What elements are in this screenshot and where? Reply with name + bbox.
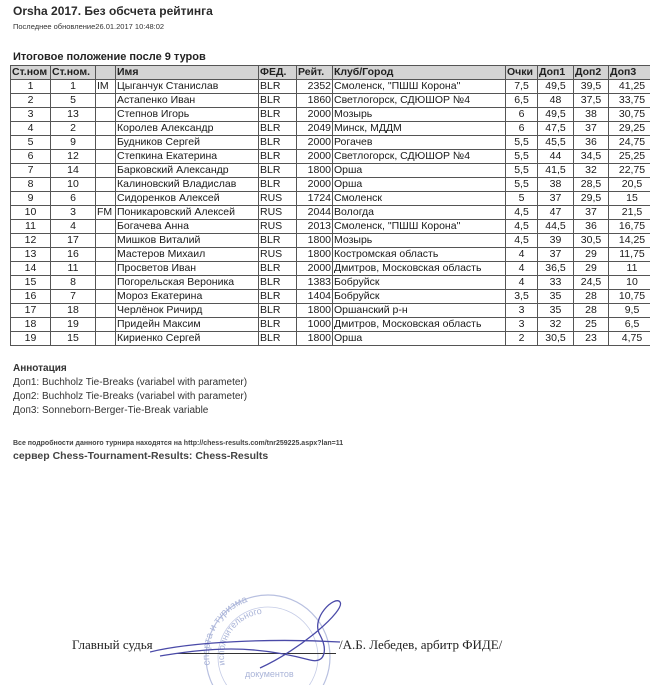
cell-player-name: Королев Александр (116, 122, 259, 136)
cell-rating: 1800 (297, 164, 333, 178)
cell-points: 4,5 (506, 234, 538, 248)
cell-tiebreak-1: 37 (538, 192, 574, 206)
cell-tiebreak-1: 49,5 (538, 108, 574, 122)
cell-player-name: Черлёнок Ричирд (116, 304, 259, 318)
cell-rank: 17 (11, 304, 51, 318)
cell-player-name: Мороз Екатерина (116, 290, 259, 304)
cell-federation: RUS (259, 220, 297, 234)
cell-points: 3 (506, 304, 538, 318)
cell-tiebreak-3: 4,75 (609, 332, 650, 346)
cell-tiebreak-1: 49,5 (538, 80, 574, 94)
cell-rank: 8 (11, 178, 51, 192)
cell-tiebreak-3: 16,75 (609, 220, 650, 234)
cell-start-no: 18 (51, 304, 96, 318)
cell-player-name: Сидоренков Алексей (116, 192, 259, 206)
cell-federation: BLR (259, 234, 297, 248)
cell-points: 5,5 (506, 136, 538, 150)
cell-federation: BLR (259, 304, 297, 318)
cell-rank: 3 (11, 108, 51, 122)
cell-federation: RUS (259, 248, 297, 262)
cell-rank: 13 (11, 248, 51, 262)
table-row (11, 150, 650, 164)
cell-title (96, 318, 116, 332)
cell-tiebreak-2: 37 (574, 206, 609, 220)
cell-rating: 1800 (297, 248, 333, 262)
cell-tiebreak-3: 24,75 (609, 136, 650, 150)
cell-points: 2 (506, 332, 538, 346)
cell-tiebreak-1: 44,5 (538, 220, 574, 234)
col-header-points: Очки (506, 66, 538, 80)
cell-rank: 16 (11, 290, 51, 304)
cell-rank: 9 (11, 192, 51, 206)
cell-tiebreak-3: 20,5 (609, 178, 650, 192)
cell-rating: 1800 (297, 234, 333, 248)
cell-player-name: Степнов Игорь (116, 108, 259, 122)
cell-tiebreak-3: 11,75 (609, 248, 650, 262)
cell-federation: BLR (259, 332, 297, 346)
cell-rating: 2000 (297, 150, 333, 164)
col-header-start-no: Ст.ном. (51, 66, 96, 80)
cell-title (96, 150, 116, 164)
cell-tiebreak-1: 32 (538, 318, 574, 332)
cell-tiebreak-1: 39 (538, 234, 574, 248)
cell-federation: BLR (259, 318, 297, 332)
cell-club: Дмитров, Московская область (333, 262, 506, 276)
col-header-fed: ФЕД. (259, 66, 297, 80)
chief-arbiter-label: Главный судья (72, 637, 153, 652)
cell-tiebreak-1: 30,5 (538, 332, 574, 346)
cell-club: Орша (333, 332, 506, 346)
cell-title (96, 178, 116, 192)
table-row (11, 318, 650, 332)
cell-points: 4 (506, 276, 538, 290)
cell-rating: 1860 (297, 94, 333, 108)
cell-rank: 15 (11, 276, 51, 290)
cell-start-no: 10 (51, 178, 96, 192)
cell-tiebreak-3: 30,75 (609, 108, 650, 122)
table-row (11, 234, 650, 248)
cell-title (96, 262, 116, 276)
cell-start-no: 9 (51, 136, 96, 150)
cell-federation: BLR (259, 276, 297, 290)
cell-club: Рогачев (333, 136, 506, 150)
cell-player-name: Калиновский Владислав (116, 178, 259, 192)
table-row (11, 192, 650, 206)
cell-player-name: Степкина Екатерина (116, 150, 259, 164)
cell-club: Орша (333, 178, 506, 192)
cell-rating: 1383 (297, 276, 333, 290)
cell-club: Минск, МДДМ (333, 122, 506, 136)
cell-tiebreak-3: 9,5 (609, 304, 650, 318)
cell-tiebreak-1: 36,5 (538, 262, 574, 276)
cell-tiebreak-2: 37 (574, 122, 609, 136)
cell-start-no: 15 (51, 332, 96, 346)
cell-points: 6 (506, 108, 538, 122)
cell-club: Мозырь (333, 108, 506, 122)
cell-tiebreak-2: 30,5 (574, 234, 609, 248)
cell-points: 4 (506, 248, 538, 262)
cell-player-name: Барковский Александр (116, 164, 259, 178)
cell-tiebreak-2: 23 (574, 332, 609, 346)
cell-start-no: 4 (51, 220, 96, 234)
table-row (11, 80, 650, 94)
cell-federation: BLR (259, 80, 297, 94)
cell-club: Мозырь (333, 234, 506, 248)
cell-player-name: Мишков Виталий (116, 234, 259, 248)
section-title: Итоговое положение после 9 туров (13, 51, 206, 63)
cell-club: Вологда (333, 206, 506, 220)
cell-start-no: 5 (51, 94, 96, 108)
cell-club: Смоленск, "ПШШ Корона" (333, 220, 506, 234)
cell-title: FM (96, 206, 116, 220)
cell-player-name: Кириенко Сергей (116, 332, 259, 346)
table-row (11, 122, 650, 136)
cell-title (96, 332, 116, 346)
cell-start-no: 16 (51, 248, 96, 262)
cell-tiebreak-3: 15 (609, 192, 650, 206)
cell-points: 7,5 (506, 80, 538, 94)
cell-title (96, 164, 116, 178)
table-row (11, 332, 650, 346)
cell-tiebreak-3: 10,75 (609, 290, 650, 304)
cell-tiebreak-1: 44 (538, 150, 574, 164)
stamp-text-bottom: документов (245, 669, 294, 679)
col-header-title (96, 66, 116, 80)
cell-tiebreak-1: 48 (538, 94, 574, 108)
cell-rating: 2013 (297, 220, 333, 234)
cell-rating: 1800 (297, 332, 333, 346)
cell-points: 5,5 (506, 150, 538, 164)
annotation-line: Доп1: Buchholz Tie-Breaks (variabel with parameter) (13, 377, 248, 388)
table-row (11, 248, 650, 262)
cell-title (96, 220, 116, 234)
cell-start-no: 11 (51, 262, 96, 276)
cell-tiebreak-2: 38 (574, 108, 609, 122)
annotation-line: Доп3: Sonneborn-Berger-Tie-Break variable (13, 405, 209, 416)
table-row (11, 206, 650, 220)
cell-title (96, 276, 116, 290)
cell-tiebreak-2: 32 (574, 164, 609, 178)
cell-start-no: 12 (51, 150, 96, 164)
cell-rating: 1724 (297, 192, 333, 206)
cell-title (96, 304, 116, 318)
tournament-title: Orsha 2017. Без обсчета рейтинга (13, 4, 213, 18)
cell-start-no: 1 (51, 80, 96, 94)
cell-points: 5,5 (506, 164, 538, 178)
cell-rank: 5 (11, 136, 51, 150)
cell-player-name: Погорельская Вероника (116, 276, 259, 290)
col-header-rating: Рейт. (297, 66, 333, 80)
table-row (11, 290, 650, 304)
table-row (11, 304, 650, 318)
cell-start-no: 7 (51, 290, 96, 304)
cell-rating: 1000 (297, 318, 333, 332)
cell-start-no: 8 (51, 276, 96, 290)
cell-start-no: 3 (51, 206, 96, 220)
col-header-name: Имя (116, 66, 259, 80)
cell-tiebreak-2: 36 (574, 220, 609, 234)
cell-rating: 1800 (297, 304, 333, 318)
table-row (11, 276, 650, 290)
cell-tiebreak-2: 36 (574, 136, 609, 150)
cell-rating: 2000 (297, 178, 333, 192)
cell-tiebreak-3: 14,25 (609, 234, 650, 248)
cell-start-no: 13 (51, 108, 96, 122)
cell-tiebreak-3: 29,25 (609, 122, 650, 136)
cell-tiebreak-2: 29 (574, 248, 609, 262)
cell-club: Костромская область (333, 248, 506, 262)
cell-title (96, 136, 116, 150)
table-header-row (11, 66, 650, 80)
cell-tiebreak-2: 28,5 (574, 178, 609, 192)
col-header-tb1: Доп1 (538, 66, 574, 80)
cell-tiebreak-1: 37 (538, 248, 574, 262)
cell-title (96, 108, 116, 122)
col-header-tb2: Доп2 (574, 66, 609, 80)
cell-club: Смоленск, "ПШШ Корона" (333, 80, 506, 94)
cell-start-no: 19 (51, 318, 96, 332)
cell-tiebreak-3: 25,25 (609, 150, 650, 164)
cell-player-name: Богачева Анна (116, 220, 259, 234)
cell-rating: 1404 (297, 290, 333, 304)
cell-federation: BLR (259, 178, 297, 192)
cell-federation: BLR (259, 94, 297, 108)
cell-federation: RUS (259, 206, 297, 220)
cell-federation: BLR (259, 136, 297, 150)
cell-tiebreak-3: 22,75 (609, 164, 650, 178)
cell-title (96, 234, 116, 248)
cell-title (96, 248, 116, 262)
arbiter-name: /А.Б. Лебедев, арбитр ФИДЕ/ (339, 637, 503, 652)
cell-federation: RUS (259, 192, 297, 206)
cell-rank: 19 (11, 332, 51, 346)
table-row (11, 136, 650, 150)
annotation-heading: Аннотация (13, 363, 67, 374)
table-row (11, 220, 650, 234)
cell-club: Бобруйск (333, 290, 506, 304)
cell-rating: 2000 (297, 108, 333, 122)
cell-start-no: 14 (51, 164, 96, 178)
table-row (11, 94, 650, 108)
cell-tiebreak-3: 6,5 (609, 318, 650, 332)
cell-tiebreak-1: 35 (538, 304, 574, 318)
cell-club: Смоленск (333, 192, 506, 206)
cell-rank: 12 (11, 234, 51, 248)
cell-federation: BLR (259, 164, 297, 178)
cell-federation: BLR (259, 262, 297, 276)
tournament-info-link: Все подробности данного турнира находятся на http://chess-results.com/tnr259225.aspx?lan=11 (13, 440, 344, 447)
cell-player-name: Просветов Иван (116, 262, 259, 276)
cell-tiebreak-3: 21,5 (609, 206, 650, 220)
cell-points: 5 (506, 192, 538, 206)
cell-tiebreak-1: 41,5 (538, 164, 574, 178)
cell-club: Бобруйск (333, 276, 506, 290)
cell-tiebreak-2: 28 (574, 304, 609, 318)
cell-tiebreak-2: 34,5 (574, 150, 609, 164)
cell-rank: 7 (11, 164, 51, 178)
server-text: сервер Chess-Tournament-Results: Chess-Results (13, 450, 269, 462)
table-row (11, 262, 650, 276)
handwritten-signature (150, 590, 370, 670)
cell-rating: 2044 (297, 206, 333, 220)
cell-rating: 2000 (297, 262, 333, 276)
cell-tiebreak-3: 41,25 (609, 80, 650, 94)
annotation-line: Доп2: Buchholz Tie-Breaks (variabel with parameter) (13, 391, 248, 402)
cell-tiebreak-1: 35 (538, 290, 574, 304)
cell-points: 4,5 (506, 206, 538, 220)
cell-tiebreak-2: 39,5 (574, 80, 609, 94)
cell-player-name: Мастеров Михаил (116, 248, 259, 262)
cell-points: 3,5 (506, 290, 538, 304)
cell-federation: BLR (259, 290, 297, 304)
cell-tiebreak-1: 47,5 (538, 122, 574, 136)
stamp-text-top: спорта и туризма (201, 594, 249, 667)
cell-tiebreak-1: 47 (538, 206, 574, 220)
cell-rank: 18 (11, 318, 51, 332)
table-row (11, 178, 650, 192)
cell-points: 6 (506, 122, 538, 136)
cell-title (96, 94, 116, 108)
stamp-text-mid: исполнительного (215, 605, 263, 667)
cell-tiebreak-2: 37,5 (574, 94, 609, 108)
cell-points: 4 (506, 262, 538, 276)
cell-tiebreak-2: 25 (574, 318, 609, 332)
cell-rank: 14 (11, 262, 51, 276)
cell-tiebreak-2: 24,5 (574, 276, 609, 290)
cell-points: 5,5 (506, 178, 538, 192)
cell-points: 4,5 (506, 220, 538, 234)
cell-player-name: Астапенко Иван (116, 94, 259, 108)
cell-points: 6,5 (506, 94, 538, 108)
cell-federation: BLR (259, 150, 297, 164)
cell-start-no: 17 (51, 234, 96, 248)
cell-club: Дмитров, Московская область (333, 318, 506, 332)
cell-title: IM (96, 80, 116, 94)
cell-tiebreak-2: 28 (574, 290, 609, 304)
last-updated: Последнее обновление26.01.2017 10:48:02 (13, 22, 165, 31)
cell-tiebreak-1: 38 (538, 178, 574, 192)
cell-title (96, 192, 116, 206)
standings-body (11, 80, 650, 346)
table-row (11, 108, 650, 122)
cell-title (96, 122, 116, 136)
cell-federation: BLR (259, 122, 297, 136)
cell-start-no: 2 (51, 122, 96, 136)
cell-points: 3 (506, 318, 538, 332)
cell-rating: 2049 (297, 122, 333, 136)
cell-player-name: Придейн Максим (116, 318, 259, 332)
cell-club: Светлогорск, СДЮШОР №4 (333, 150, 506, 164)
cell-tiebreak-1: 45,5 (538, 136, 574, 150)
cell-player-name: Поникаровский Алексей (116, 206, 259, 220)
cell-rank: 10 (11, 206, 51, 220)
col-header-club: Клуб/Город (333, 66, 506, 80)
cell-tiebreak-3: 33,75 (609, 94, 650, 108)
cell-rank: 11 (11, 220, 51, 234)
cell-tiebreak-3: 10 (609, 276, 650, 290)
cell-tiebreak-2: 29 (574, 262, 609, 276)
cell-rank: 6 (11, 150, 51, 164)
col-header-tb3: Доп3 (609, 66, 650, 80)
cell-title (96, 290, 116, 304)
cell-player-name: Цыганчук Станислав (116, 80, 259, 94)
cell-rating: 2352 (297, 80, 333, 94)
cell-rank: 4 (11, 122, 51, 136)
cell-tiebreak-2: 29,5 (574, 192, 609, 206)
cell-start-no: 6 (51, 192, 96, 206)
cell-tiebreak-1: 33 (538, 276, 574, 290)
cell-club: Орша (333, 164, 506, 178)
cell-rank: 1 (11, 80, 51, 94)
cell-club: Светлогорск, СДЮШОР №4 (333, 94, 506, 108)
table-row (11, 164, 650, 178)
cell-player-name: Будников Сергей (116, 136, 259, 150)
col-header-rank: Ст.ном (11, 66, 51, 80)
cell-rating: 2000 (297, 136, 333, 150)
standings-table (10, 65, 650, 346)
cell-federation: BLR (259, 108, 297, 122)
cell-rank: 2 (11, 94, 51, 108)
cell-club: Оршанский р-н (333, 304, 506, 318)
cell-tiebreak-3: 11 (609, 262, 650, 276)
